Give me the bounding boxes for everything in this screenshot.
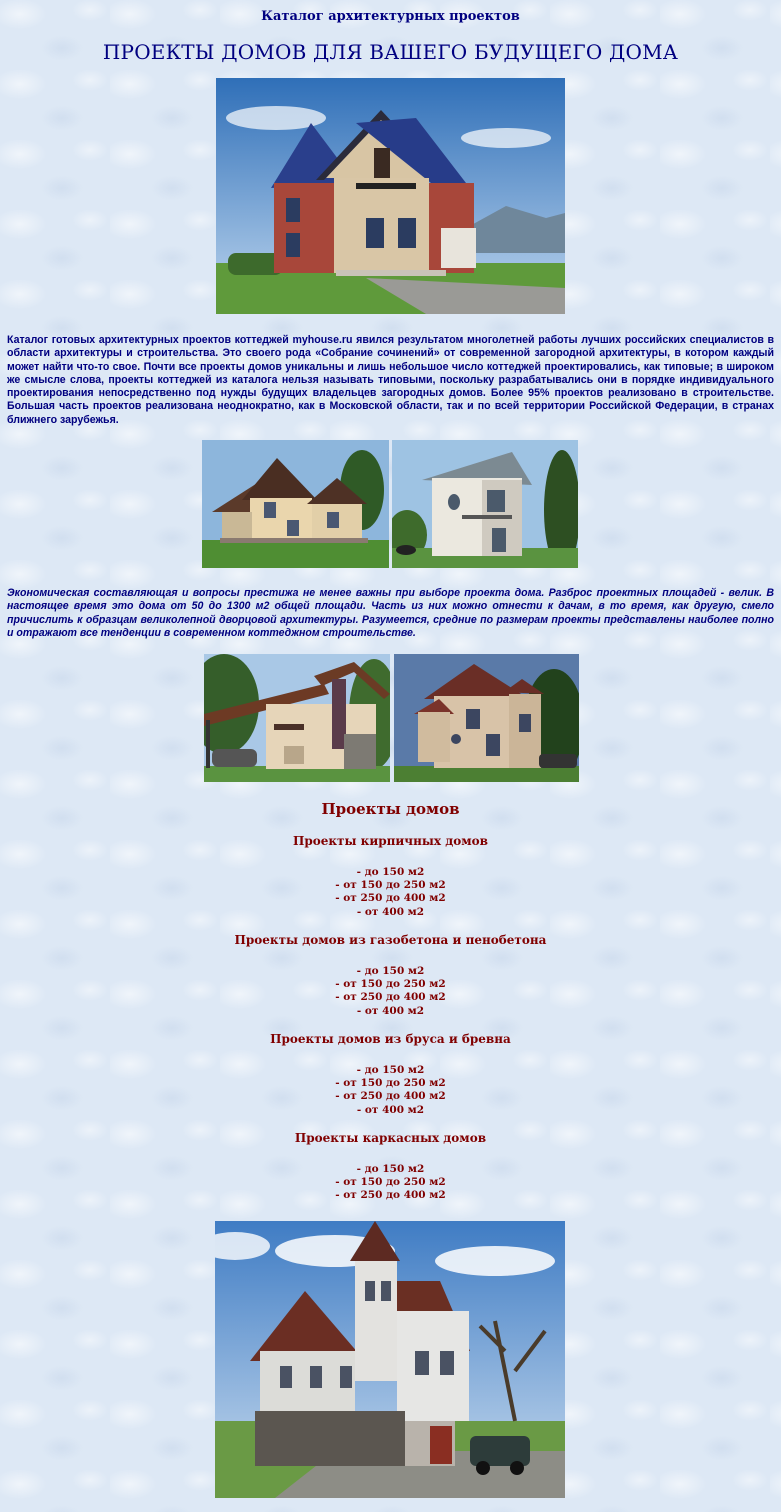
category-title[interactable]: Проекты кирпичных домов xyxy=(292,834,488,848)
category-link[interactable]: - от 250 до 400 м2 xyxy=(335,1189,446,1202)
category-gas-concrete xyxy=(0,933,781,1018)
hero-house-image xyxy=(216,78,565,314)
intro-paragraph: Каталог готовых архитектурных проектов коттеджей myhouse.ru явился результатом многолетней работы лучших российских специалистов в области архитектуры и строительства. Это своего рода «Собрание сочинений» от современной загородной архитектуры, в котором каждый может найти что-то свое. Почти все проекты домов уникальны и лишь небольшое число коттеджей проектировались, как типовые; в широком же смысле слова, проекты коттеджей из каталога нельзя называть типовыми, поскольку разрабатывались они в порядке индивидуального проектирования непосредственно под нужды будущих владельцев загородных домов. Более 95% проектов реализовано в строительстве. Большая часть проектов реализована неоднократно, как в Московской области, так и по всей территории Российской Федерации, в странах ближнего зарубежья. xyxy=(7,334,774,426)
category-timber xyxy=(0,1032,781,1117)
category-link[interactable]: - до 150 м2 xyxy=(356,965,425,977)
castle-house-image xyxy=(215,1221,565,1498)
category-link[interactable]: - от 400 м2 xyxy=(356,905,425,918)
category-title[interactable]: Проекты каркасных домов xyxy=(294,1131,487,1145)
second-paragraph: Экономическая составляющая и вопросы престижа не менее важны при выборе проекта дома. Разброс проектных площадей - велик. В настоящее время это дома от 50 до 1300 м2 общей площади. Часть из них можно отнести к дачам, в то время, как другую, смело причислить к образцам великолепной дворцовой архитектуры. Разумеется, средние по размерам проекты представлены наиболее полно и отражают все тенденции в современном коттеджном строительстве. xyxy=(7,587,774,639)
house-image-2 xyxy=(392,440,578,568)
category-brick xyxy=(0,834,781,919)
category-title[interactable]: Проекты домов из газобетона и пенобетона xyxy=(234,933,547,947)
house-image-1 xyxy=(202,440,389,568)
category-link[interactable]: - от 400 м2 xyxy=(356,1004,425,1017)
house-image-4 xyxy=(394,654,579,782)
category-link[interactable]: - от 250 до 400 м2 xyxy=(335,892,446,905)
category-link[interactable]: - от 150 до 250 м2 xyxy=(335,978,446,991)
category-link[interactable]: - от 250 до 400 м2 xyxy=(335,991,446,1004)
category-link[interactable]: - до 150 м2 xyxy=(356,1163,425,1175)
category-link[interactable]: - до 150 м2 xyxy=(356,866,425,878)
category-title[interactable]: Проекты домов из бруса и бревна xyxy=(270,1032,511,1046)
house-image-3 xyxy=(204,654,390,782)
category-link[interactable]: - от 250 до 400 м2 xyxy=(335,1090,446,1103)
category-link[interactable]: - от 400 м2 xyxy=(356,1103,425,1116)
page-title: ПРОЕКТЫ ДОМОВ ДЛЯ ВАШЕГО БУДУЩЕГО ДОМА xyxy=(102,40,679,64)
category-frame xyxy=(0,1131,781,1203)
category-link[interactable]: - от 150 до 250 м2 xyxy=(335,1176,446,1189)
category-link[interactable]: - от 150 до 250 м2 xyxy=(335,879,446,892)
projects-heading: Проекты домов xyxy=(321,800,460,818)
projects-menu xyxy=(0,800,781,818)
category-link[interactable]: - от 150 до 250 м2 xyxy=(335,1077,446,1090)
site-title: Каталог архитектурных проектов xyxy=(261,9,520,24)
category-link[interactable]: - до 150 м2 xyxy=(356,1064,425,1076)
